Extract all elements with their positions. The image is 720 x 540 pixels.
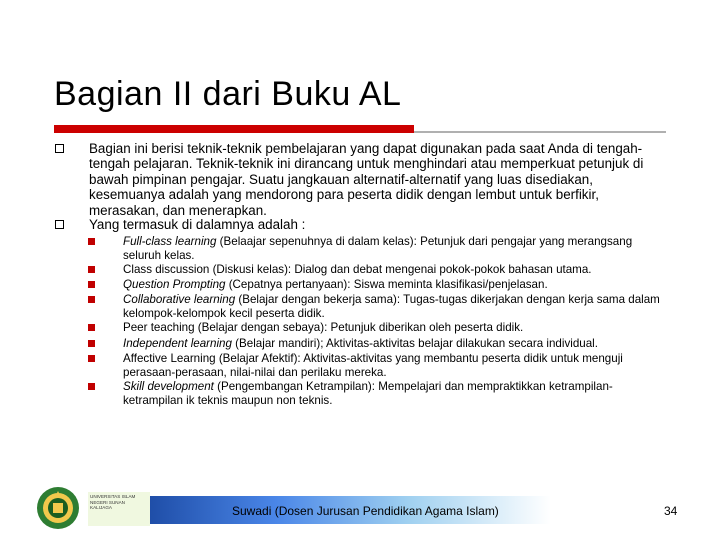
sub-point-desc: (Belajar dengan bekerja sama): Tugas-tugas dikerjakan dengan kerja sama dalam kelompok-kelompok kecil peserta didik. — [123, 293, 660, 320]
red-square-bullet-icon — [88, 296, 95, 303]
logo-text: UNIVERSITAS ISLAM NEGERI SUNAN KALIJAGA — [88, 492, 150, 526]
red-square-bullet-icon — [88, 340, 95, 347]
red-square-bullet-icon — [88, 355, 95, 362]
title-rule-red — [54, 125, 414, 133]
red-square-bullet-icon — [88, 281, 95, 288]
footer-author: Suwadi (Dosen Jurusan Pendidikan Agama Islam) — [232, 504, 499, 518]
square-bullet-icon — [55, 220, 64, 229]
sub-point-term: Independent learning — [123, 337, 232, 350]
sub-point-desc: Affective Learning (Belajar Afektif): Aktivitas-aktivitas yang membantu peserta didik untuk menguji perasaan-perasaan, nilai-nilai dan perilaku mereka. — [123, 352, 623, 379]
main-point-text: Bagian ini berisi teknik-teknik pembelajaran yang dapat digunakan pada saat Anda di tengah-tengah pelajaran. Teknik-teknik ini dirancang untuk menghindari atau memperkuat petunjuk di bawah pimpinan pengajar. Suatu jangkauan alternatif-alternatif yang luas disediakan, kesemuanya adalah yang mendorong para peserta didik dengan lembut untuk berfikir, merasakan, dan menerapkan. — [89, 141, 644, 218]
square-bullet-icon — [55, 144, 64, 153]
sub-point-desc: (Belaajar sepenuhnya di dalam kelas): Petunjuk dari pengajar yang merangsang seluruh kelas. — [123, 235, 633, 262]
sub-point-term: Skill development — [123, 380, 214, 393]
red-square-bullet-icon — [88, 266, 95, 273]
sub-point-desc: (Belajar mandiri); Aktivitas-aktivitas belajar dilakukan secara individual. — [231, 337, 598, 350]
red-square-bullet-icon — [88, 383, 95, 390]
red-square-bullet-icon — [88, 238, 95, 245]
page-number: 34 — [664, 504, 678, 518]
sub-point-desc: Peer teaching (Belajar dengan sebaya): Petunjuk diberikan oleh peserta didik. — [123, 321, 524, 334]
sub-point-desc: (Pengembangan Ketrampilan): Mempelajari dan mempraktikkan ketrampilan-ketrampilan ik teknis maupun non teknis. — [123, 380, 613, 407]
sub-point-desc: (Cepatnya pertanyaan): Siswa meminta klasifikasi/penjelasan. — [225, 278, 548, 291]
main-point-text: Yang termasuk di dalamnya adalah : — [89, 217, 306, 232]
slide-title: Bagian II dari Buku AL — [54, 75, 402, 113]
university-logo-icon — [36, 486, 80, 530]
red-square-bullet-icon — [88, 324, 95, 331]
sub-point-term: Collaborative learning — [123, 293, 236, 306]
sub-point-desc: Class discussion (Diskusi kelas): Dialog dan debat mengenai pokok-pokok bahasan utama. — [123, 263, 592, 276]
sub-point-term: Question Prompting — [123, 278, 226, 291]
sub-point-term: Full-class learning — [123, 235, 217, 248]
